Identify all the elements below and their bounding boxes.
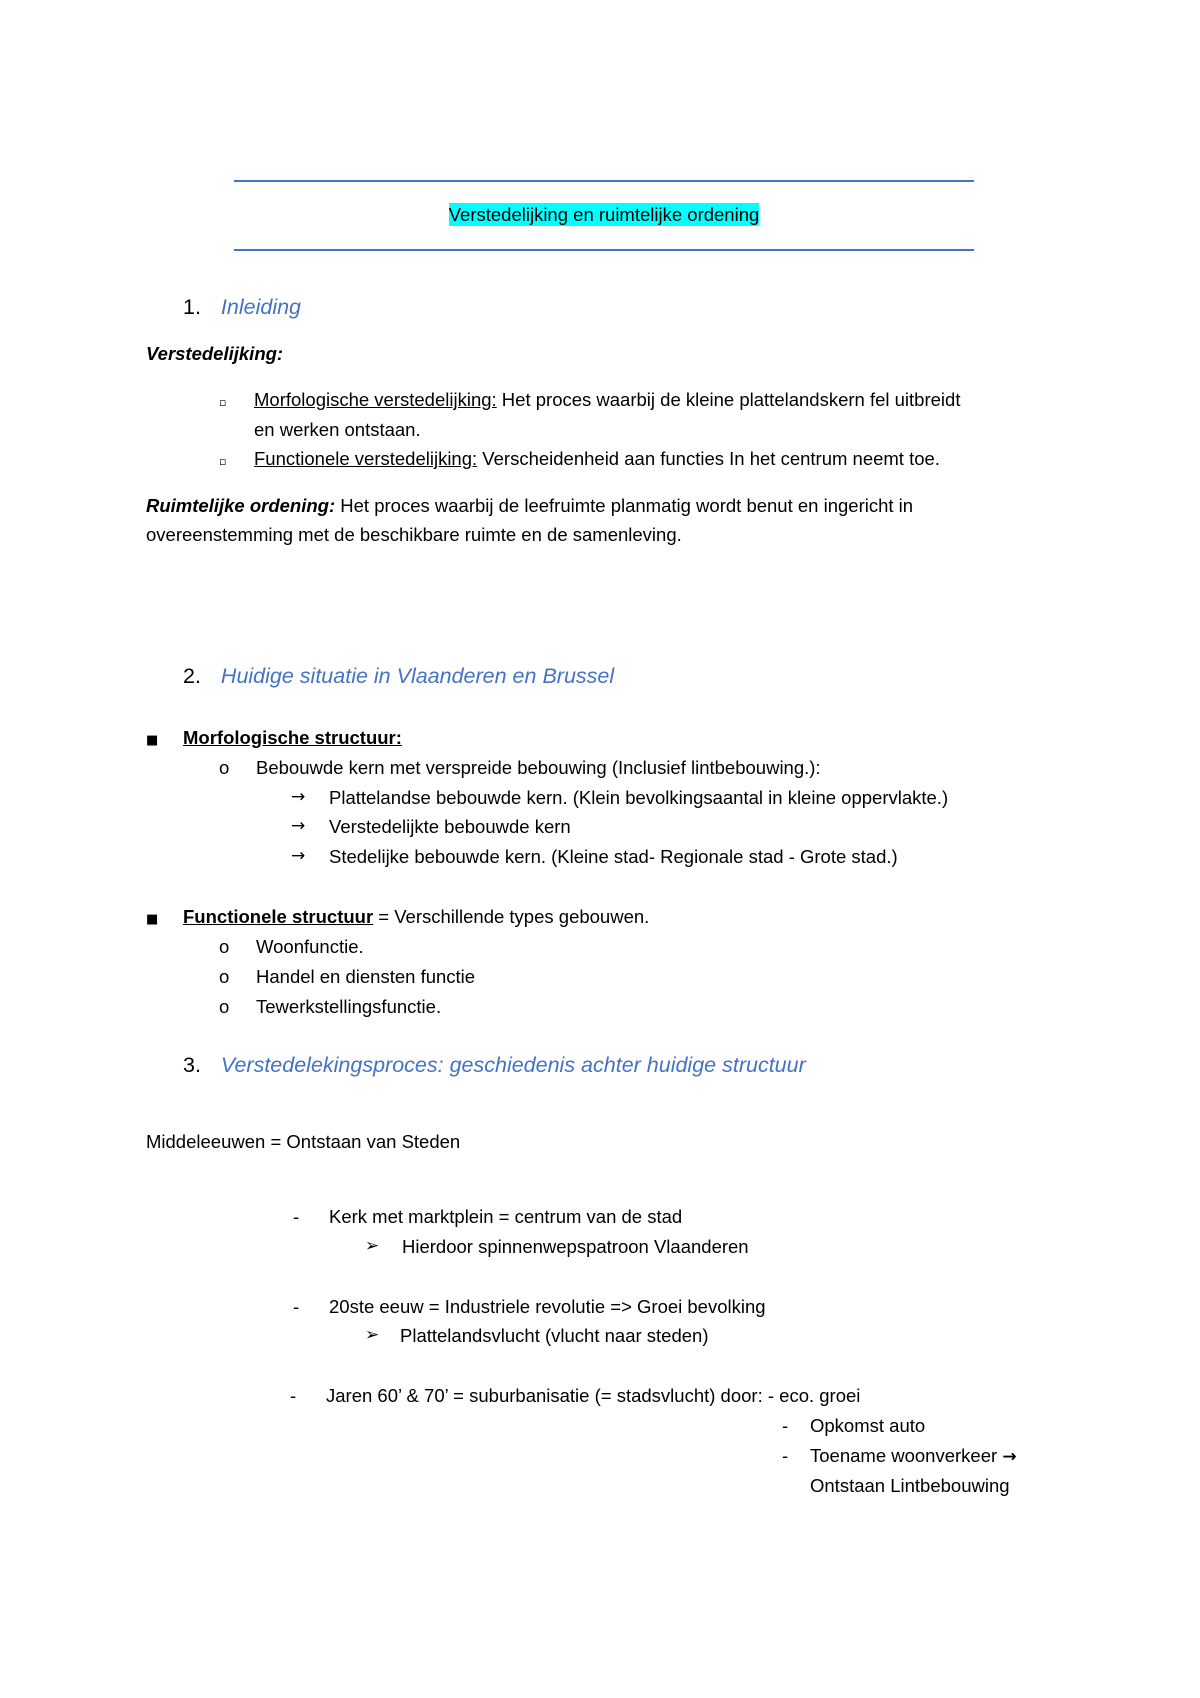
section-heading-1 (183, 297, 301, 319)
list-item-text: Handel en diensten functie (256, 966, 476, 987)
list-item-text (254, 450, 940, 469)
section-title: Inleiding (220, 295, 302, 319)
sub-list-item: Plattelandse bebouwde kern. (Klein bevolkingsaantal in kleine oppervlakte.) (329, 787, 949, 808)
term: Morfologische verstedelijking: (254, 389, 497, 410)
list-item-text: Jaren 60’ & 70’ = suburbanisatie (= stadsvlucht) door: - eco. groei (326, 1385, 861, 1406)
definition: Het proces waarbij de leefruimte planmatig wordt benut en ingericht in (335, 495, 914, 516)
chevron-right-icon: ➢ (365, 1325, 380, 1345)
circle-bullet-icon: o (219, 996, 230, 1017)
verstedelijking-label: Verstedelijking: (146, 343, 284, 364)
functionele-structuur-line (183, 908, 649, 927)
sub-list-item (810, 1447, 1017, 1466)
square-bullet-icon: ■ (146, 912, 159, 927)
list-item-text: Bebouwde kern met verspreide bebouwing (Inclusief lintbebouwing.): (256, 757, 821, 778)
dash-bullet-icon: - (293, 1206, 300, 1227)
chevron-right-icon: ➢ (365, 1236, 380, 1256)
sub-list-item: Verstedelijkte bebouwde kern (329, 816, 571, 837)
list-item-text: 20ste eeuw = Industriele revolutie => Groei bevolking (329, 1296, 766, 1317)
section-number: 1. (183, 295, 201, 319)
proces-intro: Middeleeuwen = Ontstaan van Steden (146, 1131, 461, 1152)
list-item (219, 391, 226, 410)
sub-list-item-continuation: Ontstaan Lintbebouwing (810, 1475, 1010, 1496)
list-item-text: Tewerkstellingsfunctie. (256, 996, 442, 1017)
sub-list-item: Hierdoor spinnenwepspatroon Vlaanderen (402, 1236, 749, 1257)
list-item-text (254, 391, 960, 410)
list-item (219, 450, 226, 469)
term: Ruimtelijke ordening: (146, 495, 336, 516)
arrow-right-icon: → (291, 787, 306, 807)
title-container (234, 206, 974, 225)
section-number: 2. (183, 664, 201, 688)
morfologische-structuur-label: Morfologische structuur: (183, 727, 402, 748)
definition: Verscheidenheid aan functies In het centrum neemt toe. (477, 448, 940, 469)
square-bullet-icon: ■ (146, 733, 159, 748)
list-item-text: Kerk met marktplein = centrum van de stad (329, 1206, 683, 1227)
term: Functionele structuur (183, 906, 374, 927)
arrow-right-icon: → (291, 846, 306, 866)
document-title: Verstedelijking en ruimtelijke ordening (448, 204, 760, 225)
section-title: Huidige situatie in Vlaanderen en Brussel (220, 664, 615, 688)
section-title: Verstedelekingsproces: geschiedenis achter huidige structuur (220, 1053, 806, 1077)
dash-bullet-icon: - (290, 1385, 297, 1406)
square-bullet-icon: ▫ (219, 396, 227, 409)
arrow-right-icon: → (291, 816, 306, 836)
list-item-continuation: en werken ontstaan. (254, 419, 421, 440)
list-item-text: Woonfunctie. (256, 936, 364, 957)
definition: = Verschillende types gebouwen. (373, 906, 650, 927)
title-rule-top (234, 180, 974, 182)
dash-bullet-icon: - (293, 1296, 300, 1317)
arrow-right-icon: → (1002, 1447, 1017, 1467)
dash-bullet-icon: - (782, 1445, 789, 1466)
sub-list-item: Plattelandsvlucht (vlucht naar steden) (400, 1325, 709, 1346)
sub-list-item-text: Toename woonverkeer (810, 1445, 998, 1466)
term: Functionele verstedelijking: (254, 448, 478, 469)
list-item (146, 729, 158, 748)
definition: Het proces waarbij de kleine plattelandskern fel uitbreidt (496, 389, 961, 410)
list-item (146, 908, 158, 927)
title-rule-bottom (234, 249, 974, 251)
dash-bullet-icon: - (782, 1415, 789, 1436)
section-heading-2 (183, 666, 614, 688)
section-heading-3 (183, 1055, 806, 1077)
circle-bullet-icon: o (219, 757, 230, 778)
circle-bullet-icon: o (219, 966, 230, 987)
circle-bullet-icon: o (219, 936, 230, 957)
sub-list-item: Stedelijke bebouwde kern. (Kleine stad- Regionale stad - Grote stad.) (329, 846, 898, 867)
sub-list-item: Opkomst auto (810, 1415, 926, 1436)
paragraph-continuation: overeenstemming met de beschikbare ruimte en de samenleving. (146, 524, 682, 545)
ruimtelijke-ordening-paragraph (146, 497, 913, 516)
square-bullet-icon: ▫ (219, 455, 227, 468)
section-number: 3. (183, 1053, 201, 1077)
